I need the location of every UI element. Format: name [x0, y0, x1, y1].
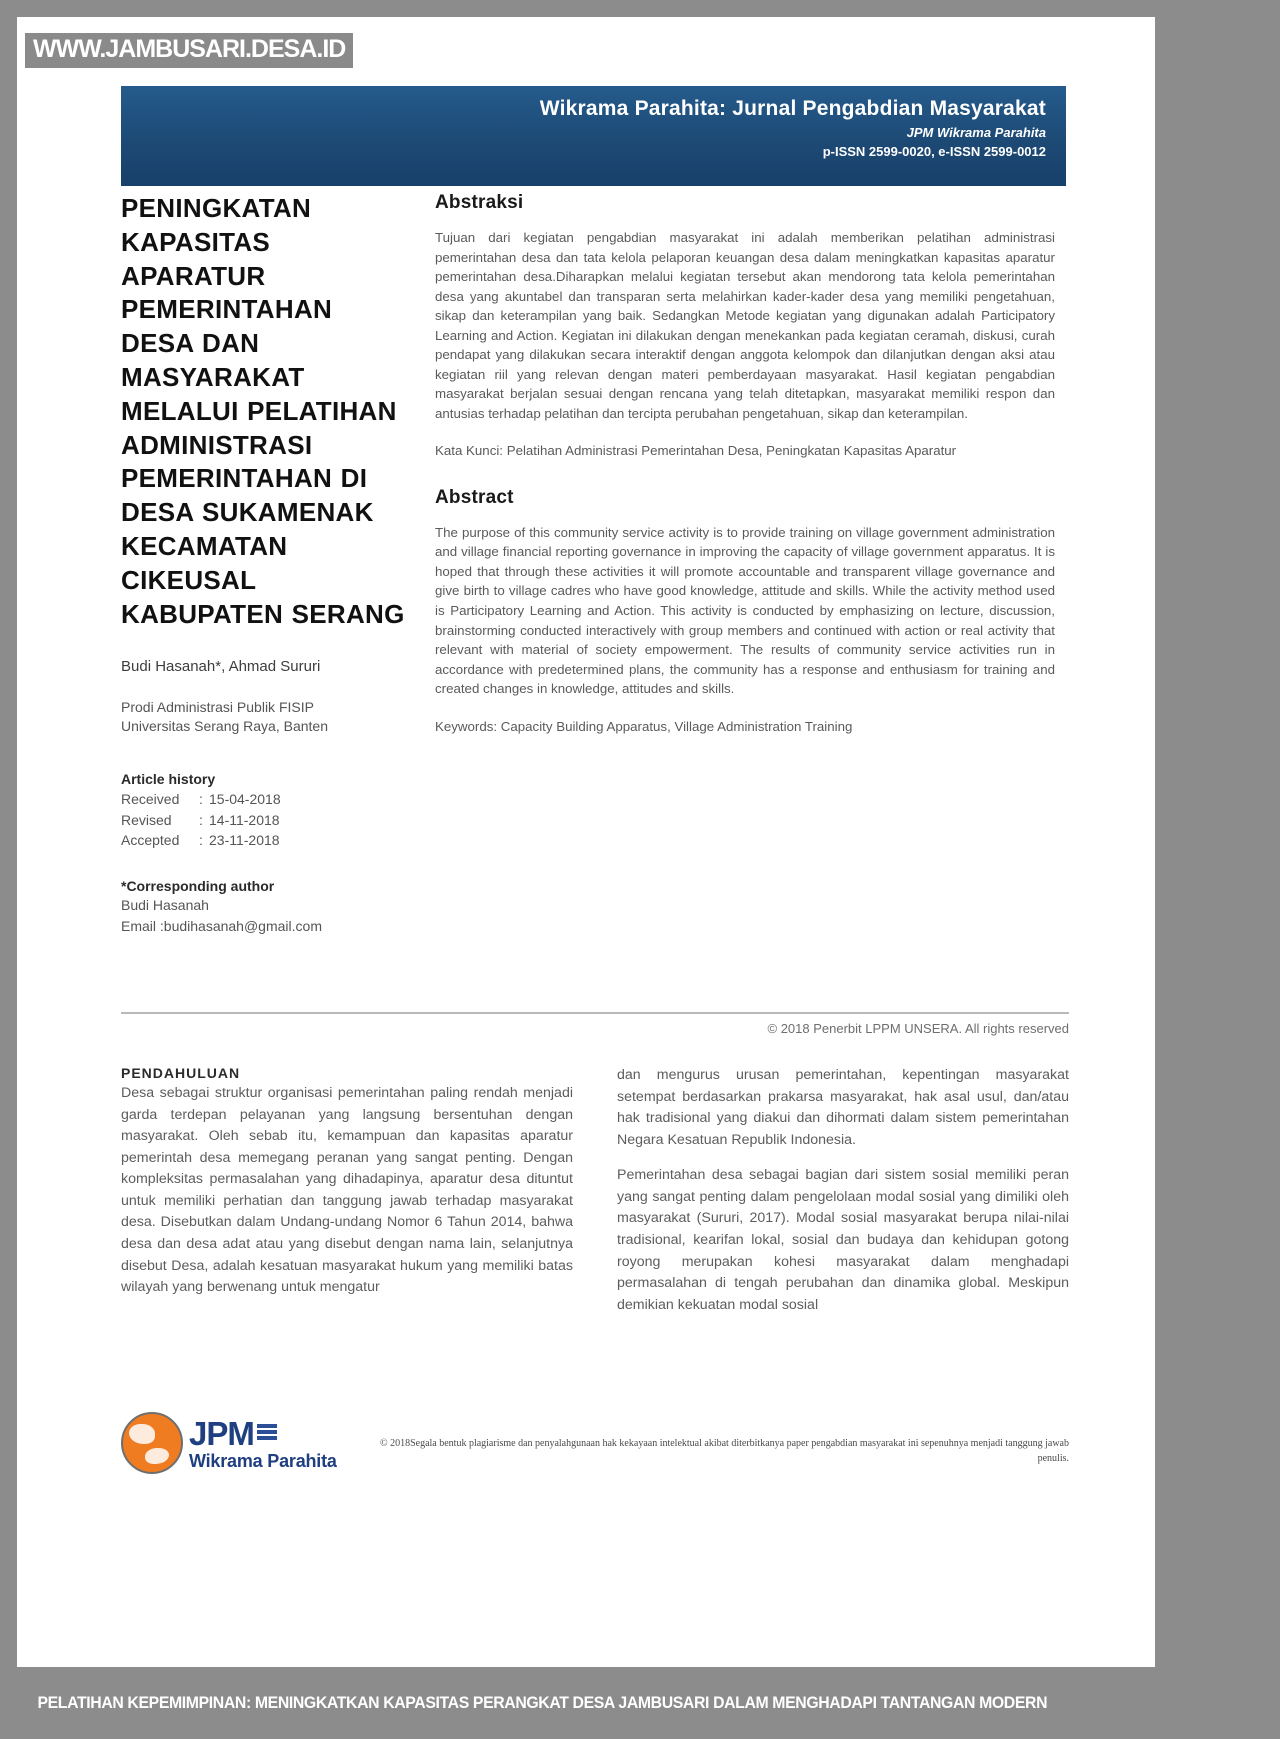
corresponding-author-name: Budi Hasanah [121, 897, 209, 914]
author-list: Budi Hasanah*, Ahmad Sururi [121, 658, 321, 676]
history-separator: : [199, 811, 203, 828]
corresponding-author-heading: *Corresponding author [121, 878, 275, 895]
page-footer [121, 1412, 1069, 1474]
history-row-received [121, 789, 407, 809]
article-body [121, 1065, 1069, 1330]
document-page [17, 17, 1155, 1667]
article-history-heading: Article history [121, 771, 216, 788]
corresponding-author-block [121, 878, 407, 936]
article-metadata-column [121, 192, 421, 936]
abstract-body: The purpose of this community service activity is to provide training on village government administration and village financial reporting governance in improving the capacity of village government apparatus. It is hoped that through these activities it will promote accountable and transparent village governance and give birth to village cadres who have good knowledge, attitude and skills. While the activity method used is Participatory Learning and Action. This activity is conducted by emphasizing on lecture, discussion, brainstorming conducted interactively with group members and continued with action or real activity that relevant with material of society empowerment. The results of community service activities run in accordance with predetermined plans, the community has a response and enthusiasm for training and created changes in knowledge, attitudes and skills. [435, 524, 1055, 697]
history-row-accepted [121, 830, 407, 850]
jpm-logo-name: Wikrama Parahita [189, 1450, 337, 1471]
history-value: 15-04-2018 [209, 791, 281, 808]
caption-text: PELATIHAN KEPEMIMPINAN: MENINGKATKAN KAPASITAS PERANGKAT DESA JAMBUSARI DALAM MENGHADAPI TANTANGAN MODERN [37, 1693, 1048, 1712]
jpm-wordmark [189, 1414, 337, 1452]
history-value: 23-11-2018 [209, 831, 280, 848]
affiliation [121, 698, 407, 738]
journal-banner [121, 86, 1066, 186]
jpm-logo [121, 1412, 371, 1474]
journal-short-name: JPM Wikrama Parahita [906, 125, 1046, 141]
section-heading-pendahuluan: PENDAHULUAN [121, 1065, 241, 1081]
abstraksi-heading: Abstraksi [435, 192, 524, 213]
abstract-keywords: Keywords: Capacity Building Apparatus, Village Administration Training [435, 718, 853, 734]
intro-paragraph-left: Desa sebagai struktur organisasi pemerintahan paling rendah menjadi garda terdepan pelayanan yang langsung bersentuhan dengan masyarakat. Oleh sebab itu, kemampuan dan kapasitas aparatur pemerintah desa memegang peranan yang sangat penting. Dengan kompleksitas permasalahan yang dihadapinya, aparatur desa dituntut untuk memiliki perhatian dan tanggung jawab terhadap masyarakat desa. Disebutkan dalam Undang-undang Nomor 6 Tahun 2014, bahwa desa dan desa adat atau yang disebut dengan nama lain, selanjutnya disebut Desa, adalah kesatuan masyarakat hukum yang memiliki batas wilayah yang berwenang untuk mengatur [121, 1085, 573, 1296]
journal-issn: p-ISSN 2599-0020, e-ISSN 2599-0012 [822, 144, 1046, 160]
caption-bar [17, 1684, 1155, 1722]
jpm-logo-text [189, 1414, 337, 1471]
intro-paragraph-right-2: Pemerintahan desa sebagai bagian dari sistem sosial memiliki peran yang sangat penting dalam pengelolaan modal sosial yang dimiliki oleh masyarakat (Sururi, 2017). Modal sosial masyarakat berupa nilai-nilai tradisional, kearifan lokal, sosial dan budaya dan kehidupan gotong royong merupakan kohesi masyarakat dalam menghadapi permasalahan di tengah perubahan dan dinamika global. Meskipun demikian kekuatan modal sosial [617, 1167, 1069, 1313]
affiliation-line-1: Prodi Administrasi Publik FISIP [121, 698, 314, 715]
affiliation-line-2: Universitas Serang Raya, Banten [121, 718, 328, 735]
abstract-heading: Abstract [435, 486, 514, 508]
abstraksi-keywords: Kata Kunci: Pelatihan Administrasi Pemerintahan Desa, Peningkatan Kapasitas Aparatur [435, 443, 957, 459]
history-separator: : [199, 831, 203, 848]
body-column-right [595, 1065, 1069, 1330]
copyright-line: © 2018 Penerbit LPPM UNSERA. All rights reserved [121, 1012, 1069, 1036]
history-label: Revised [121, 811, 172, 828]
history-row-revised [121, 810, 407, 830]
abstract-column [421, 192, 1055, 936]
globe-icon [121, 1412, 183, 1474]
journal-title: Wikrama Parahita: Jurnal Pengabdian Masyarakat [539, 97, 1046, 120]
footer-plagiarism-note: © 2018Segala bentuk plagiarisme dan penyalahgunaan hak kekayaan intelektual akibat diterbitkanya paper pengabdian masyarakat ini sepenuhnya menjadi tanggung jawab penulis. [379, 1438, 1069, 1464]
jpm-logo-bars-icon [257, 1424, 277, 1442]
jpm-letters: JPM [189, 1414, 254, 1452]
history-separator: : [199, 791, 203, 808]
page-title: PENINGKATAN KAPASITAS APARATUR PEMERINTAHAN DESA DAN MASYARAKAT MELALUI PELATIHAN ADMINISTRASI PEMERINTAHAN DI DESA SUKAMENAK KECAMATAN CIKEUSAL KABUPATEN SERANG [121, 193, 405, 629]
body-column-left [121, 1065, 595, 1330]
history-label: Received [121, 791, 180, 808]
history-value: 14-11-2018 [209, 811, 280, 828]
intro-paragraph-right-1: dan mengurus urusan pemerintahan, kepentingan masyarakat setempat berdasarkan prakarsa masyarakat, hak asal usul, dan/atau hak tradisional yang diakui dan dihormati dalam sistem pemerintahan Negara Kesatuan Republik Indonesia. [617, 1067, 1069, 1148]
article-header-area [121, 192, 1069, 936]
site-watermark: WWW.JAMBUSARI.DESA.ID [25, 33, 353, 68]
corresponding-author-email[interactable]: Email :budihasanah@gmail.com [121, 917, 322, 934]
history-label: Accepted [121, 831, 180, 848]
article-history [121, 771, 407, 850]
abstraksi-body: Tujuan dari kegiatan pengabdian masyarakat ini adalah memberikan pelatihan administrasi pemerintahan desa dan tata kelola pelaporan keuangan desa dalam meningkatkan kapasitas aparatur pemerintahan desa.Diharapkan melalui kegiatan tersebut akan mendorong tata kelola pemerintahan desa yang akuntabel dan transparan serta melahirkan kader-kader desa yang memiliki pengetahuan, sikap dan keterampilan yang baik. Sedangkan Metode kegiatan yang digunakan adalah Participatory Learning and Action. Kegiatan ini dilakukan dengan menekankan pada kegiatan ceramah, diskusi, curah pendapat yang dilakukan secara interaktif dengan anggota kelompok dan dilanjutkan dengan aksi atau kegiatan riil yang relevan dengan materi pemberdayaan masyarakat. Hasil kegiatan pengabdian masyarakat berjalan sesuai dengan rencana yang telah ditetapkan, masyarakat memiliki respon dan antusias terhadap pelatihan dan tercipta perubahan pengetahuan, sikap dan keterampilan. [435, 230, 1055, 421]
